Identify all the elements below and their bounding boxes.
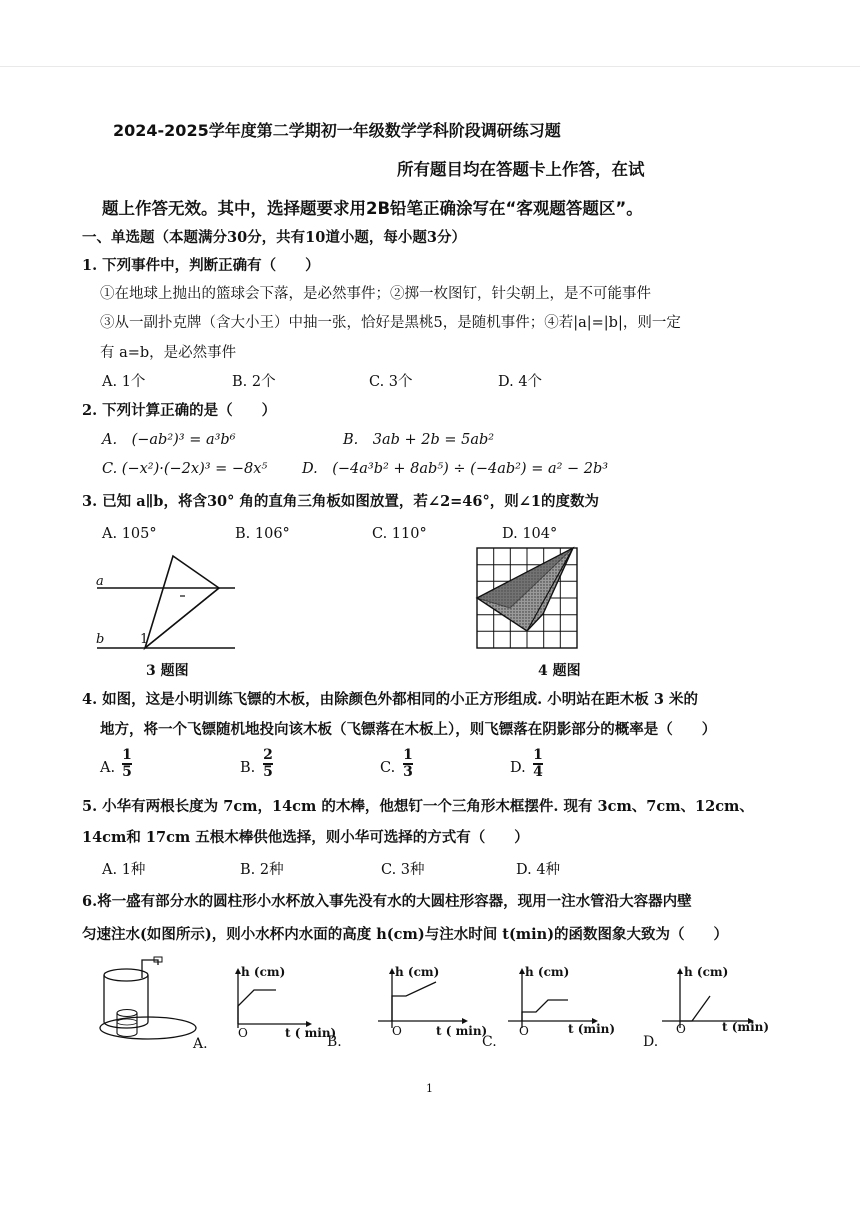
- q4-option-b-letter: B.: [240, 760, 256, 776]
- q5-stem-line-1: 5. 小华有两根长度为 7cm，14cm 的木棒，他想钉一个三角形木框摆件. 现有 3cm、7cm、12cm、: [82, 798, 754, 815]
- q1-statement-line: ①在地球上抛出的篮球会下落，是必然事件；②掷一枚图钉，针尖朝上，是不可能事件: [100, 286, 651, 302]
- graph-b-xlabel: t ( min): [436, 1024, 488, 1038]
- graph-c-origin: O: [519, 1024, 529, 1038]
- q2-option-a: A. (−ab²)³ = a³b⁶: [102, 432, 236, 448]
- q3-option-d: D. 104°: [502, 526, 558, 542]
- q2-stem: 2. 下列计算正确的是（ ）: [82, 402, 277, 419]
- q4-dartboard-figure: [477, 548, 577, 648]
- line-a-label: a: [96, 574, 104, 589]
- q4-option-b-fraction: 2 5: [263, 747, 273, 780]
- q5-option-a: A. 1种: [102, 862, 146, 878]
- q4-option-a-fraction: 1 5: [122, 747, 132, 780]
- graph-b-origin: O: [392, 1024, 402, 1038]
- graph-d-letter: D.: [643, 1034, 659, 1050]
- q5-option-c: C. 3种: [381, 862, 425, 878]
- graph-d-origin: O: [676, 1022, 686, 1036]
- q3-option-c: C. 110°: [372, 526, 427, 542]
- graph-d-xlabel: t (min): [722, 1020, 770, 1034]
- q1-option-d: D. 4个: [498, 374, 543, 390]
- q3-option-b: B. 106°: [235, 526, 290, 542]
- q3-stem: 3. 已知 a∥b，将含30° 角的直角三角板如图放置，若∠2=46°，则∠1的度数为: [82, 493, 599, 510]
- graph-c-letter: C.: [482, 1034, 497, 1050]
- q4-stem-line-1: 4. 如图，这是小明训练飞镖的木板，由除颜色外都相同的小正方形组成. 小明站在距木板 3 米的: [82, 691, 698, 708]
- q5-option-b: B. 2种: [240, 862, 284, 878]
- q2-option-d: D. (−4a³b² + 8ab⁵) ÷ (−4ab²) = a² − 2b³: [302, 461, 609, 477]
- q1-option-c: C. 3个: [369, 374, 413, 390]
- section-heading: 一、单选题（本题满分30分，共有10道小题，每小题3分）: [82, 229, 466, 246]
- graph-a-xlabel: t ( min): [285, 1026, 337, 1040]
- graph-c-ylabel: h (cm): [525, 965, 570, 979]
- q3-option-a: A. 105°: [102, 526, 157, 542]
- graph-b-letter: B.: [327, 1034, 342, 1050]
- q4-option-c-fraction: 1 3: [403, 747, 413, 780]
- q1-statement-line: ③从一副扑克牌（含大小王）中抽一张，恰好是黑桃5，是随机事件；④若|a|=|b|，则一定: [100, 315, 681, 331]
- q4-option-c-letter: C.: [380, 760, 396, 776]
- q1-stem: 1. 下列事件中，判断正确有（ ）: [82, 257, 320, 274]
- exam-title: 2024-2025学年度第二学期初一年级数学学科阶段调研练习题: [113, 121, 561, 140]
- q6-stem-line-1: 6.将一盛有部分水的圆柱形小水杯放入事先没有水的大圆柱形容器，现用一注水管沿大容器内壁: [82, 893, 692, 910]
- top-divider: [0, 66, 860, 67]
- q5-option-d: D. 4种: [516, 862, 561, 878]
- container-illustration: [98, 956, 198, 1048]
- graph-b-ylabel: h (cm): [395, 965, 440, 979]
- graph-d-ylabel: h (cm): [684, 965, 729, 979]
- line-b-label: b: [96, 632, 105, 647]
- q1-statement-line: 有 a=b，是必然事件: [100, 345, 237, 361]
- angle-1-label: 1: [140, 632, 149, 647]
- page-number: 1: [426, 1082, 433, 1095]
- q1-option-a: A. 1个: [102, 374, 146, 390]
- q4-stem-line-2: 地方，将一个飞镖随机地投向该木板（飞镖落在木板上），则飞镖落在阴影部分的概率是（ ）: [100, 721, 717, 738]
- q4-option-a-letter: A.: [100, 760, 116, 776]
- q1-option-b: B. 2个: [232, 374, 276, 390]
- q2-option-b: B. 3ab + 2b = 5ab²: [343, 432, 495, 448]
- q6-stem-line-2: 匀速注水(如图所示)，则小水杯内水面的高度 h(cm)与注水时间 t(min)的函数图象大致为（ ）: [82, 926, 729, 943]
- graph-a-origin: O: [238, 1026, 248, 1040]
- q3-figure: [95, 548, 245, 658]
- instruction-line-1: 所有题目均在答题卡上作答，在试: [397, 160, 645, 179]
- instruction-line-2: 题上作答无效。其中，选择题要求用2B铅笔正确涂写在“客观题答题区”。: [102, 199, 643, 218]
- q4-figure-caption: 4 题图: [538, 663, 581, 679]
- graph-a-ylabel: h (cm): [241, 965, 286, 979]
- q3-figure-caption: 3 题图: [146, 663, 189, 679]
- q2-option-c: C. (−x²)·(−2x)³ = −8x⁵: [102, 461, 268, 477]
- q4-option-d-fraction: 1 4: [533, 747, 543, 780]
- graph-a-letter: A.: [193, 1036, 208, 1052]
- graph-c-xlabel: t (min): [568, 1022, 616, 1036]
- q5-stem-line-2: 14cm和 17cm 五根木棒供他选择，则小华可选择的方式有（ ）: [82, 829, 529, 846]
- q4-option-d-letter: D.: [510, 760, 526, 776]
